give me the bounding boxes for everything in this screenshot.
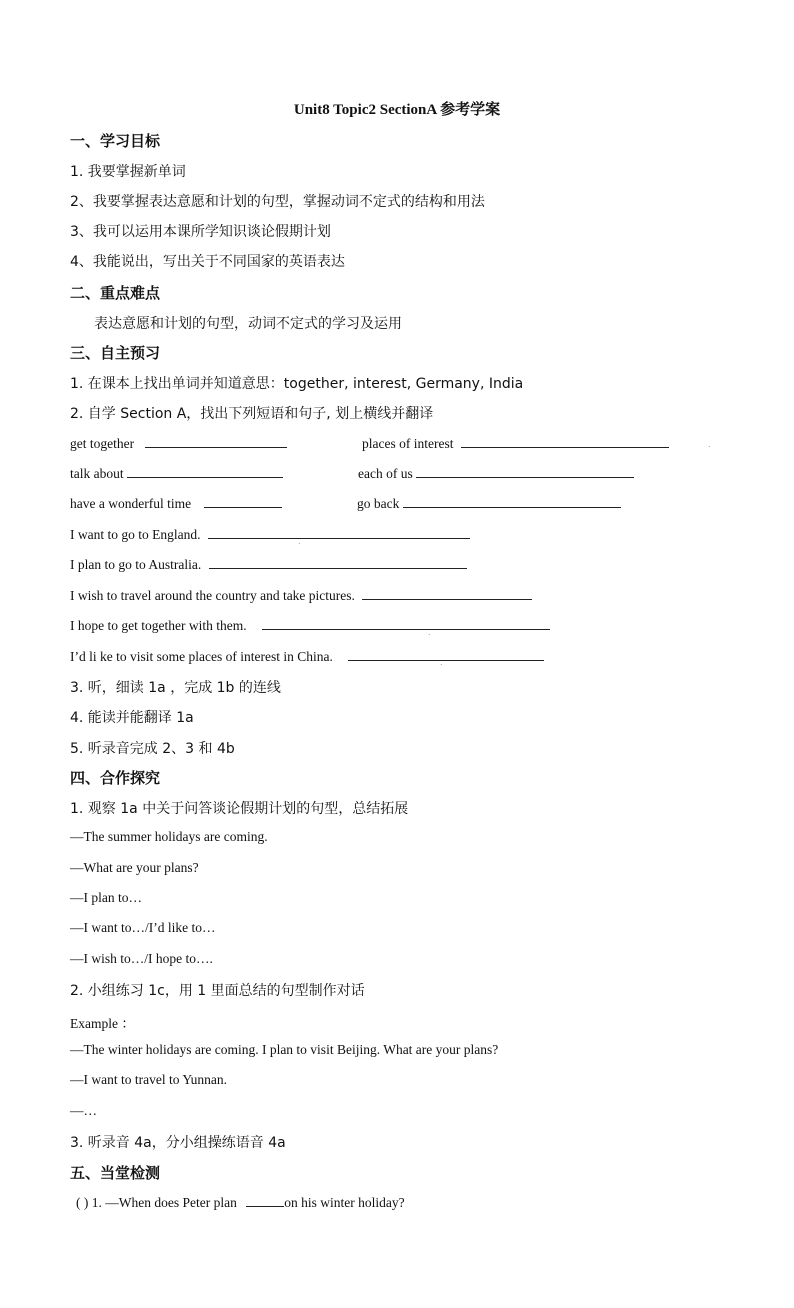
preview-item-3: 3. 听，细读 1a ，完成 1b 的连线 (70, 680, 281, 696)
answer-blank[interactable] (246, 1194, 284, 1207)
phrase-row (358, 465, 634, 482)
sentence-row (70, 526, 470, 543)
phrase-label: go back (357, 496, 400, 511)
dialog-line: —What are your plans? (70, 860, 199, 875)
preview-item-2: 2. 自学 Section A，找出下列短语和句子, 划上横线并翻译 (70, 406, 434, 422)
preview-item-1: 1. 在课本上找出单词并知道意思：together, interest, Germany, India (70, 376, 524, 392)
section1-heading: 一、学习目标 (70, 132, 161, 150)
answer-blank[interactable] (145, 435, 287, 448)
dialog-line: —I want to travel to Yunnan. (70, 1072, 227, 1087)
phrase-row (70, 435, 287, 452)
sentence-text: I hope to get together with them. (70, 618, 247, 633)
phrase-label: have a wonderful time (70, 496, 192, 511)
answer-blank[interactable] (362, 587, 532, 600)
phrase-label: talk about (70, 466, 124, 481)
goal-item: 4、我能说出，写出关于不同国家的英语表达 (70, 254, 345, 270)
goal-item: 3、我可以运用本课所学知识谈论假期计划 (70, 224, 331, 240)
sentence-row (70, 556, 467, 573)
phrase-row (362, 435, 669, 452)
sentence-row (70, 648, 544, 665)
dialog-line: —The summer holidays are coming. (70, 829, 268, 844)
section5-heading: 五、当堂检测 (70, 1164, 161, 1182)
sentence-text: I want to go to England. (70, 527, 201, 542)
answer-blank[interactable] (208, 526, 470, 539)
answer-blank[interactable] (403, 495, 621, 508)
phrase-label: each of us (358, 466, 413, 481)
dialog-line: —I want to…/I’d like to… (70, 920, 216, 935)
phrase-row (70, 495, 282, 512)
answer-blank[interactable] (262, 617, 550, 630)
phrase-row (70, 465, 283, 482)
sentence-text: I wish to travel around the country and take pictures. (70, 588, 355, 603)
phrase-row (357, 495, 621, 512)
answer-bracket[interactable]: ( ) (76, 1195, 89, 1210)
answer-blank[interactable] (348, 648, 544, 661)
dialog-line: —I wish to…/I hope to…. (70, 951, 213, 966)
question-tail: on his winter holiday? (284, 1195, 405, 1210)
section4-heading: 四、合作探究 (70, 769, 161, 787)
answer-blank[interactable] (127, 465, 283, 478)
key-points-text: 表达意愿和计划的句型，动词不定式的学习及运用 (94, 316, 402, 332)
dialog-line: —… (70, 1103, 97, 1118)
answer-blank[interactable] (204, 495, 282, 508)
phrase-label: get together (70, 436, 135, 451)
sentence-text: I plan to go to Australia. (70, 557, 202, 572)
explore-item-1: 1. 观察 1a 中关于问答谈论假期计划的句型，总结拓展 (70, 801, 409, 817)
goal-item: 2、我要掌握表达意愿和计划的句型，掌握动词不定式的结构和用法 (70, 194, 485, 210)
explore-item-2: 2. 小组练习 1c，用 1 里面总结的句型制作对话 (70, 983, 365, 999)
sentence-text: I’d li ke to visit some places of interest in China. (70, 649, 333, 664)
preview-item-5: 5. 听录音完成 2、3 和 4b (70, 741, 235, 757)
phrase-label: places of interest (362, 436, 454, 451)
dialog-line: —The winter holidays are coming. I plan to visit Beijing. What are your plans? (70, 1042, 499, 1057)
explore-item-3: 3. 听录音 4a，分小组操练语音 4a (70, 1135, 286, 1151)
answer-blank[interactable] (461, 435, 669, 448)
worksheet-page: Unit8 Topic2 SectionA 参考学案 一、学习目标 1. 我要掌握新单词 2、我要掌握表达意愿和计划的句型，掌握动词不定式的结构和用法 3、我可以运用本课所学知识谈论假期计划 4、我能说出，写出关于不同国家的英语表达 二、重点难点 表达意愿和计划的句型，动词不定式的学习及运用 三、自主预习 1. 在课本上找出单词并知道意思：together, interest, Germany, India 2. 自学 Section A，找出下列短语和句子, 划上横线并翻译 get together places of interest . talk about each of us have a wonderful time go back I want to go to England. I plan to go to Australia. I wish to travel around the country and take pictures. I hope to get together with them. I’d li ke to visit some places of interest in China. 3. 听，细读 1a ，完成 1b 的连线 4. 能读并能翻译 1a 5. 听录音完成 2、3 和 4b 四、合作探究 1. 观察 1a 中关于问答谈论假期计划的句型，总结拓展 —The summer holidays are coming. —What are your plans? —I plan to… —I want to…/I’d like to… —I wish to…/I hope to…. 2. 小组练习 1c，用 1 里面总结的句型制作对话 Example ： —The winter holidays are coming. I plan to visit Beijing. What are your plans? —I want to travel to Yunnan. —… 3. 听录音 4a，分小组操练语音 4a 五、当堂检测 ( ) 1. —When does Peter plan on his winter holiday? . . . (0, 0, 794, 1308)
preview-item-4: 4. 能读并能翻译 1a (70, 710, 194, 726)
answer-blank[interactable] (416, 465, 634, 478)
sentence-row (70, 617, 550, 634)
goal-item: 1. 我要掌握新单词 (70, 164, 186, 180)
sentence-row (70, 587, 532, 604)
section3-heading: 三、自主预习 (70, 344, 161, 362)
question-row (76, 1194, 405, 1211)
section2-heading: 二、重点难点 (70, 284, 161, 302)
page-title: Unit8 Topic2 SectionA 参考学案 (293, 102, 501, 118)
question-text: 1. —When does Peter plan (91, 1195, 237, 1210)
answer-blank[interactable] (209, 556, 467, 569)
dialog-line: —I plan to… (70, 890, 142, 905)
example-label: Example ： (70, 1016, 135, 1031)
